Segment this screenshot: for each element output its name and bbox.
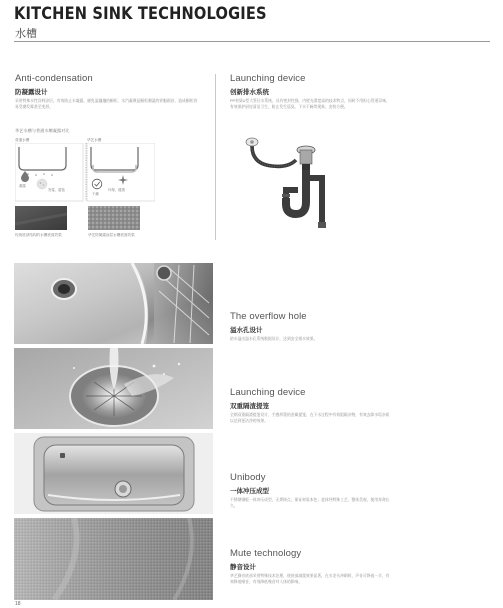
- strainer-subtitle: 双重隔渣提笼: [230, 403, 269, 410]
- launching-device-subtitle: 创新排水系统: [230, 89, 269, 96]
- ordinary-sink-bottom-photo: [15, 206, 67, 230]
- strainer-description: 全钢双重隔渣提笼设计，手感厚重的金属提笼，在下水过程中有效阻隔杂物，有效去除水垢杂质以达到更洁净的效果。: [230, 413, 390, 423]
- sparkle-icon-label: 环保、健康: [108, 188, 125, 192]
- condensation-icon-label: 凝露: [19, 184, 26, 188]
- mold-icon: [36, 178, 48, 190]
- strainer-title: Launching device: [230, 387, 306, 398]
- overflow-hole-description: 防水溢出溢水孔系统数据设计，达到安全排水效果。: [230, 337, 318, 341]
- unibody-description: 不锈钢钢板一体冲压成型，无焊接点，保证材质本色；盆体经特殊工艺，整体美观，使用寿命长久。: [230, 498, 390, 508]
- condensation-comparison-caption: 华艺水槽与普通水槽凝露对比: [15, 128, 70, 133]
- mute-title: Mute technology: [230, 548, 302, 559]
- unibody-title: Unibody: [230, 472, 266, 483]
- mute-coating-photo: [14, 518, 213, 600]
- mute-description: 华艺静音底部采用特殊技术处理，使底部减震效果显著，在水龙头冲刷时，声音可降低一半，有效降低噪音，有效降低噪音对人体的影响。: [230, 574, 390, 584]
- header-divider: [14, 41, 490, 42]
- page-subtitle: 水槽: [15, 28, 37, 40]
- overflow-hole-title: The overflow hole: [230, 311, 307, 322]
- overflow-hole-photo: [14, 263, 213, 344]
- strainer-basket-photo: [14, 348, 213, 429]
- dry-icon: [91, 178, 103, 190]
- overflow-hole-subtitle: 溢水孔设计: [230, 327, 263, 334]
- anti-condensation-subtitle: 防凝露设计: [15, 89, 48, 96]
- dry-icon-label: 干燥: [92, 192, 99, 196]
- column-divider: [215, 74, 216, 240]
- launching-device-description: PP材质U型大管径水系统，具有密封性强、内壁光滑度高的技术特点，同时不用担心管道异味，有效保护厨房清洁卫生，防止发生返臭、下水不畅等现象，安装方便。: [230, 99, 390, 109]
- page-title: KITCHEN SINK TECHNOLOGIES: [14, 4, 267, 24]
- anti-condensation-description: 采用特殊水性涂料涂层，有效防止水凝露，避免湿漉漉的橱柜，水汽凝聚是橱柜潮湿的罪魁祸首，造成橱柜容易受潮发霉甚至变形。: [15, 99, 198, 109]
- unibody-sink-photo: [14, 433, 213, 514]
- brand-sink-bottom-photo: [88, 206, 140, 230]
- unibody-subtitle: 一体冲压成型: [230, 488, 269, 495]
- mute-subtitle: 静音设计: [230, 564, 256, 571]
- condensation-diagram: [15, 143, 155, 203]
- page-number: 18: [15, 601, 21, 607]
- launching-device-title: Launching device: [230, 73, 306, 84]
- ordinary-sink-photo-caption: 传统底部结构的水槽底面效果: [15, 233, 62, 237]
- brand-sink-photo-caption: 华艺防凝露涂层水槽底面效果: [88, 233, 135, 237]
- water-drop-icon: [18, 170, 32, 182]
- drain-pipe-illustration: [238, 132, 348, 228]
- ordinary-sink-label: 普通水槽: [15, 138, 30, 142]
- sparkle-icon: [116, 174, 130, 186]
- anti-condensation-title: Anti-condensation: [15, 73, 93, 84]
- brand-sink-label: 华艺水槽: [87, 138, 102, 142]
- mold-icon-label: 发霉、腐蚀: [48, 188, 65, 192]
